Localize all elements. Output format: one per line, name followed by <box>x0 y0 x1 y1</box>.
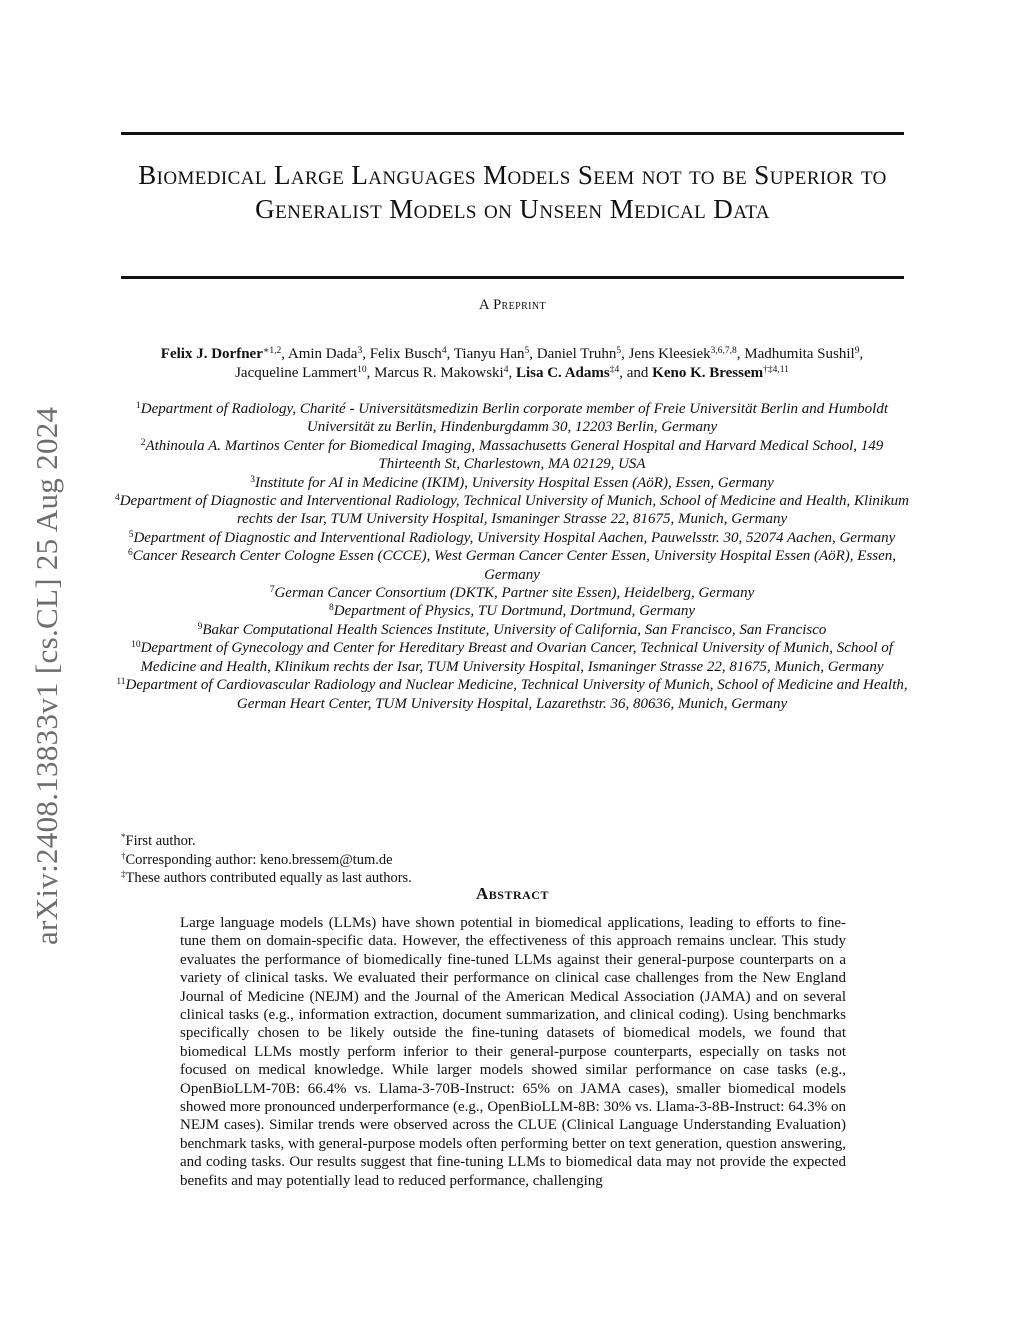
preprint-label: A Preprint <box>478 297 547 313</box>
footnote-list <box>121 832 621 888</box>
affiliation-text: Cancer Research Center Cologne Essen (CCCE), West German Cancer Center Essen, University Hospital Essen (AöR), Essen, Germany <box>132 548 897 583</box>
affiliation-number: 8 <box>329 603 334 614</box>
affiliation-list <box>112 400 912 713</box>
author-name: Daniel Truhn <box>536 346 617 362</box>
affiliation-item <box>112 492 912 529</box>
affiliation-item <box>112 529 912 547</box>
affiliation-item <box>112 437 912 474</box>
affiliation-text: Department of Radiology, Charité - Universitätsmedizin Berlin corporate member of Freie Universität Berlin and Humboldt Universität zu Berlin, Hindenburgdamm 30, 12203 Berlin, Germany <box>140 401 889 436</box>
affiliation-text: German Cancer Consortium (DKTK, Partner site Essen), Heidelberg, Germany <box>274 585 755 602</box>
author-name: Felix J. Dorfner <box>160 346 263 362</box>
affiliation-text: Department of Gynecology and Center for Hereditary Breast and Ovarian Cancer, Technical University of Munich, School of Medicine and Health, Klinikum rechts der Isar, TUM University Hospital, Ismaninger Strasse 22, 81675, Munich, Germany <box>140 640 893 675</box>
footnote-mark: * <box>121 832 126 842</box>
affiliation-text: Athinoula A. Martinos Center for Biomedical Imaging, Massachusetts General Hospital and Harvard Medical School, 149 Thirteenth St, Charlestown, MA 02129, USA <box>145 437 884 473</box>
affiliation-number: 5 <box>128 529 134 540</box>
author-name: Jens Kleesiek <box>628 346 711 362</box>
affiliation-number: 6 <box>127 548 133 559</box>
paper-title: Biomedical Large Languages Models Seem not to be Superior to Generalist Models on Unseen Medical Data <box>138 160 887 224</box>
author-name: Lisa C. Adams <box>515 365 610 381</box>
author-name: Madhumita Sushil <box>744 346 855 362</box>
abstract-heading: Abstract <box>476 884 549 903</box>
affiliation-number: 4 <box>114 493 120 504</box>
author-list: Felix J. Dorfner$^{∗1,2}$, Amin Dada$^3$, Felix Busch$^4$, Tianyu Han$^5$, Daniel Truhn$^5$, Jens Kleesiek$^{3,6,7,8}$, Madhumita Sushil$^9$, Jacqueline Lammert$^{10}$, Marcus R. Makowski$^4$, Lisa C. Adams$^{\ddagger 4}$, and Keno K. Bressem$^{\dagger\ddagger 4,11}$ <box>160 346 864 381</box>
author-name: Marcus R. Makowski <box>374 365 504 381</box>
author-affiliation-mark: ∗1,2 <box>262 346 282 356</box>
author-affiliation-mark: ‡4 <box>609 365 620 375</box>
affiliation-item <box>112 584 912 602</box>
affiliation-item <box>112 400 912 437</box>
affiliation-number: 9 <box>197 621 203 632</box>
author-affiliation-mark: 4 <box>503 365 509 375</box>
author-affiliation-mark: 3 <box>357 346 363 356</box>
footnote-item <box>121 832 621 851</box>
title-bottom-rule <box>121 276 904 279</box>
author-affiliation-mark: 5 <box>524 346 530 356</box>
affiliation-item <box>112 676 912 713</box>
affiliation-text: Department of Diagnostic and Interventional Radiology, Technical University of Munich, School of Medicine and Health, Klinikum rechts der Isar, TUM University Hospital, Ismaninger Strasse 22, 81675, Munich, Germany <box>119 493 910 528</box>
affiliation-text: Department of Cardiovascular Radiology and Nuclear Medicine, Technical University of Munich, School of Medicine and Health, German Heart Center, TUM University Hospital, Lazarethstr. 36, 80636, Munich, Germany <box>125 677 908 712</box>
affiliation-item <box>112 474 912 492</box>
author-affiliation-mark: 5 <box>616 346 622 356</box>
affiliation-item <box>112 547 912 584</box>
affiliation-number: 1 <box>135 401 141 411</box>
affiliation-text: Department of Diagnostic and Interventional Radiology, University Hospital Aachen, Pauwelsstr. 30, 52074 Aachen, Germany <box>133 529 896 546</box>
author-name: Tianyu Han <box>453 346 525 362</box>
author-name: Jacqueline Lammert <box>235 365 358 381</box>
affiliation-item <box>112 639 912 676</box>
footnote-text: These authors contributed equally as last authors. <box>125 870 412 886</box>
author-affiliation-mark: 9 <box>854 346 860 356</box>
author-name: Amin Dada <box>287 346 358 362</box>
affiliation-item <box>112 602 912 620</box>
footnote-mark: † <box>121 850 126 861</box>
abstract-body: Large language models (LLMs) have shown potential in biomedical applications, leading to efforts to fine-tune them on domain-specific data. However, the effectiveness of this approach remains unclear. This study evaluates the performance of biomedically fine-tuned LLMs against their general-purpose counterparts on a variety of clinical tasks. We evaluated their performance on clinical case challenges from the New England Journal of Medicine (NEJM) and the Journal of the American Medical Association (JAMA) and on several clinical tasks (e.g., information extraction, document summarization, and clinical coding). Using benchmarks specifically chosen to be likely outside the fine-tuning datasets of biomedical models, we found that biomedical LLMs mostly perform inferior to their general-purpose counterparts, especially on tasks not focused on medical knowledge. While larger models showed similar performance on case tasks (e.g., OpenBioLLM-70B: 66.4% vs. Llama-3-70B-Instruct: 65% on JAMA cases), smaller biomedical models showed more pronounced underperformance (e.g., OpenBioLLM-8B: 30% vs. Llama-3-8B-Instruct: 64.3% on NEJM cases). Similar trends were observed across the CLUE (Clinical Language Understanding Evaluation) benchmark tasks, with general-purpose models often performing better on text generation, question answering, and coding tasks. Our results suggest that fine-tuning LLMs to biomedical data may not provide the expected benefits and may potentially lead to reduced performance, challenging <box>180 915 846 1189</box>
affiliation-number: 10 <box>131 640 141 651</box>
affiliation-number: 3 <box>250 474 255 485</box>
arxiv-identifier-stamp: arXiv:2408.13833v1 [cs.CL] 25 Aug 2024 <box>29 406 64 945</box>
author-name: Felix Busch <box>369 346 442 362</box>
footnote-item <box>121 851 621 870</box>
author-affiliation-mark: 10 <box>357 365 367 375</box>
title-top-rule <box>121 132 904 135</box>
footnote-mark: ‡ <box>121 869 126 879</box>
affiliation-text: Bakar Computational Health Sciences Institute, University of California, San Francisco, San Francisco <box>202 621 827 638</box>
affiliation-number: 11 <box>116 677 126 688</box>
author-affiliation-mark: †‡4,11 <box>763 365 789 375</box>
affiliation-text: Department of Physics, TU Dortmund, Dortmund, Germany <box>333 603 695 620</box>
author-affiliation-mark: 4 <box>441 346 447 356</box>
affiliation-text: Institute for AI in Medicine (IKIM), University Hospital Essen (AöR), Essen, Germany <box>254 474 774 491</box>
author-affiliation-mark: 3,6,7,8 <box>710 346 737 356</box>
author-name: Keno K. Bressem <box>652 365 764 381</box>
affiliation-item <box>112 621 912 639</box>
footnote-text: Corresponding author: keno.bressem@tum.de <box>125 851 393 868</box>
affiliation-number: 2 <box>140 437 146 448</box>
footnote-text: First author. <box>125 833 196 849</box>
affiliation-number: 7 <box>269 585 275 596</box>
